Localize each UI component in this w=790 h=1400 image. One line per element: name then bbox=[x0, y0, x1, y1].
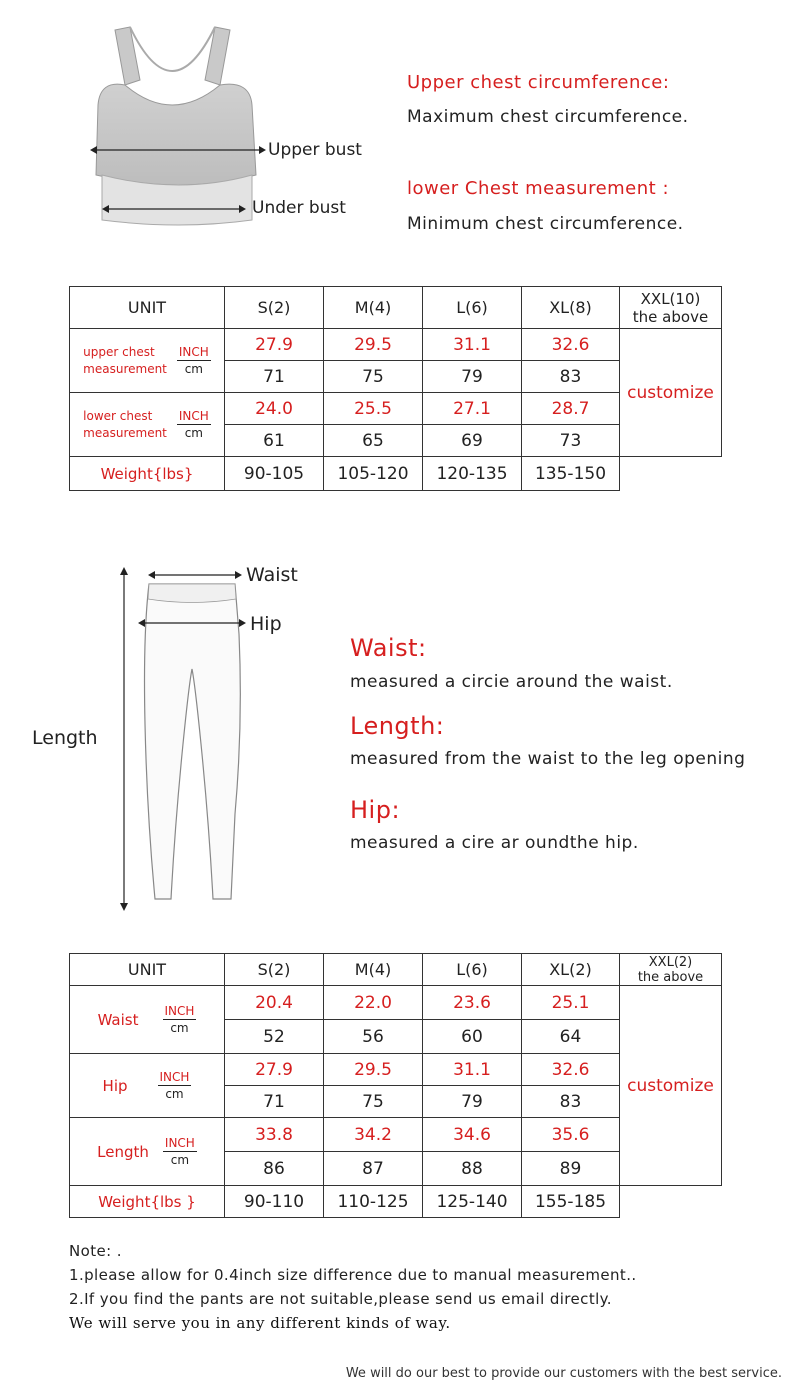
cm-value: 60 bbox=[423, 1020, 522, 1054]
cm-value: 79 bbox=[423, 361, 522, 393]
upper-bust-label: Upper bust bbox=[268, 140, 362, 160]
inch-value: 29.5 bbox=[324, 1054, 423, 1086]
weight-value: 90-110 bbox=[225, 1186, 324, 1218]
note-title: Note: . bbox=[69, 1242, 122, 1260]
size-header: L(6) bbox=[423, 954, 522, 986]
row-label-cell bbox=[70, 393, 225, 457]
cm-value: 56 bbox=[324, 1020, 423, 1054]
cm-value: 83 bbox=[522, 1086, 620, 1118]
row-label: Hip bbox=[102, 1076, 128, 1095]
weight-value: 90-105 bbox=[225, 457, 324, 491]
cm-value: 52 bbox=[225, 1020, 324, 1054]
inch-label: INCH bbox=[164, 1004, 195, 1018]
weight-value: 135-150 bbox=[522, 457, 620, 491]
unit-fraction bbox=[177, 345, 211, 376]
unit-fraction bbox=[177, 409, 211, 440]
cm-value: 64 bbox=[522, 1020, 620, 1054]
size-header: L(6) bbox=[423, 287, 522, 329]
inch-value: 24.0 bbox=[225, 393, 324, 425]
row-label-line2: measurement bbox=[83, 425, 167, 440]
weight-label: Weight{lbs} bbox=[70, 457, 225, 491]
cm-label: cm bbox=[184, 362, 203, 376]
inch-value: 27.1 bbox=[423, 393, 522, 425]
cm-label: cm bbox=[170, 1021, 189, 1035]
upper-chest-description: Maximum chest circumference. bbox=[407, 107, 689, 127]
inch-value: 28.7 bbox=[522, 393, 620, 425]
cm-value: 75 bbox=[324, 1086, 423, 1118]
inch-value: 34.2 bbox=[324, 1118, 423, 1152]
table-row bbox=[70, 329, 722, 361]
bra-size-table bbox=[69, 286, 722, 491]
weight-label: Weight{lbs } bbox=[70, 1186, 225, 1218]
weight-value: 110-125 bbox=[324, 1186, 423, 1218]
row-label: Length bbox=[97, 1142, 149, 1161]
size-header-line1: XXL(2) bbox=[648, 954, 693, 970]
inch-value: 22.0 bbox=[324, 986, 423, 1020]
length-label: Length bbox=[32, 727, 98, 749]
inch-value: 31.1 bbox=[423, 1054, 522, 1086]
size-header: S(2) bbox=[225, 954, 324, 986]
row-label: Waist bbox=[97, 1010, 139, 1029]
note-line-2: 2.If you find the pants are not suitable,please send us email directly. bbox=[69, 1290, 612, 1308]
cm-value: 89 bbox=[522, 1152, 620, 1186]
row-label-cell bbox=[70, 986, 225, 1054]
inch-value: 27.9 bbox=[225, 1054, 324, 1086]
waist-arrow bbox=[146, 568, 244, 582]
length-arrow bbox=[116, 566, 132, 912]
unit-fraction bbox=[163, 1004, 197, 1035]
table-header-row bbox=[70, 287, 722, 329]
lower-chest-description: Minimum chest circumference. bbox=[407, 214, 684, 234]
weight-row bbox=[70, 457, 722, 491]
inch-label: INCH bbox=[178, 345, 209, 359]
size-header: S(2) bbox=[225, 287, 324, 329]
hip-arrow bbox=[136, 616, 248, 630]
pants-size-table bbox=[69, 953, 722, 1218]
table-row bbox=[70, 986, 722, 1020]
cm-value: 61 bbox=[225, 425, 324, 457]
upper-chest-heading: Upper chest circumference: bbox=[407, 72, 670, 93]
size-header: M(4) bbox=[324, 954, 423, 986]
weight-row bbox=[70, 1186, 722, 1218]
cm-value: 83 bbox=[522, 361, 620, 393]
cm-label: cm bbox=[170, 1153, 190, 1167]
upper-bust-arrow bbox=[88, 143, 268, 157]
waist-description: measured a circie around the waist. bbox=[350, 672, 673, 692]
weight-value: 125-140 bbox=[423, 1186, 522, 1218]
cm-value: 88 bbox=[423, 1152, 522, 1186]
inch-value: 20.4 bbox=[225, 986, 324, 1020]
cm-value: 71 bbox=[225, 361, 324, 393]
waist-heading: Waist: bbox=[350, 634, 427, 662]
row-label-cell bbox=[70, 1118, 225, 1186]
size-header-xxl bbox=[620, 287, 722, 329]
size-header-line2: the above bbox=[632, 307, 709, 326]
note-line-3: We will serve you in any different kinds of way. bbox=[69, 1314, 451, 1332]
length-heading: Length: bbox=[350, 712, 445, 740]
unit-fraction bbox=[163, 1136, 197, 1167]
inch-value: 33.8 bbox=[225, 1118, 324, 1152]
cm-value: 65 bbox=[324, 425, 423, 457]
footer-text: We will do our best to provide our customers with the best service. bbox=[345, 1366, 782, 1381]
length-description: measured from the waist to the leg opening bbox=[350, 749, 746, 769]
under-bust-label: Under bust bbox=[252, 198, 346, 218]
inch-value: 34.6 bbox=[423, 1118, 522, 1152]
weight-value: 105-120 bbox=[324, 457, 423, 491]
unit-header: UNIT bbox=[70, 954, 225, 986]
size-header-line2: the above bbox=[637, 969, 704, 985]
row-label-line1: lower chest bbox=[83, 408, 153, 423]
customize-cell: customize bbox=[620, 329, 722, 457]
cm-label: cm bbox=[165, 1087, 184, 1101]
inch-value: 25.5 bbox=[324, 393, 423, 425]
waist-label: Waist bbox=[246, 564, 298, 586]
inch-value: 32.6 bbox=[522, 1054, 620, 1086]
row-label bbox=[83, 408, 167, 442]
cm-value: 73 bbox=[522, 425, 620, 457]
size-header-line1: XXL(10) bbox=[640, 289, 701, 308]
inch-label: INCH bbox=[178, 409, 209, 423]
inch-label: INCH bbox=[164, 1136, 195, 1150]
note-line-1: 1.please allow for 0.4inch size difference due to manual measurement.. bbox=[69, 1266, 637, 1284]
size-header-xxl bbox=[620, 954, 722, 986]
inch-value: 27.9 bbox=[225, 329, 324, 361]
inch-value: 29.5 bbox=[324, 329, 423, 361]
row-label-cell bbox=[70, 1054, 225, 1118]
inch-value: 35.6 bbox=[522, 1118, 620, 1152]
cm-value: 79 bbox=[423, 1086, 522, 1118]
under-bust-arrow bbox=[100, 202, 248, 216]
size-header: XL(2) bbox=[522, 954, 620, 986]
row-label-line2: measurement bbox=[83, 361, 167, 376]
row-label-cell bbox=[70, 329, 225, 393]
cm-value: 69 bbox=[423, 425, 522, 457]
inch-label: INCH bbox=[159, 1070, 190, 1084]
unit-header: UNIT bbox=[70, 287, 225, 329]
weight-value: 155-185 bbox=[522, 1186, 620, 1218]
cm-value: 71 bbox=[225, 1086, 324, 1118]
cm-value: 87 bbox=[324, 1152, 423, 1186]
cm-value: 86 bbox=[225, 1152, 324, 1186]
cm-label: cm bbox=[184, 426, 203, 440]
row-label bbox=[83, 344, 167, 378]
size-header: XL(8) bbox=[522, 287, 620, 329]
row-label-line1: upper chest bbox=[83, 344, 155, 359]
customize-cell: customize bbox=[620, 986, 722, 1186]
inch-value: 25.1 bbox=[522, 986, 620, 1020]
weight-value: 120-135 bbox=[423, 457, 522, 491]
inch-value: 31.1 bbox=[423, 329, 522, 361]
inch-value: 23.6 bbox=[423, 986, 522, 1020]
size-header: M(4) bbox=[324, 287, 423, 329]
table-header-row bbox=[70, 954, 722, 986]
hip-description: measured a cire ar oundthe hip. bbox=[350, 833, 639, 853]
hip-heading: Hip: bbox=[350, 796, 401, 824]
hip-label: Hip bbox=[250, 613, 282, 635]
unit-fraction bbox=[158, 1070, 192, 1101]
cm-value: 75 bbox=[324, 361, 423, 393]
lower-chest-heading: lower Chest measurement : bbox=[407, 178, 670, 199]
inch-value: 32.6 bbox=[522, 329, 620, 361]
